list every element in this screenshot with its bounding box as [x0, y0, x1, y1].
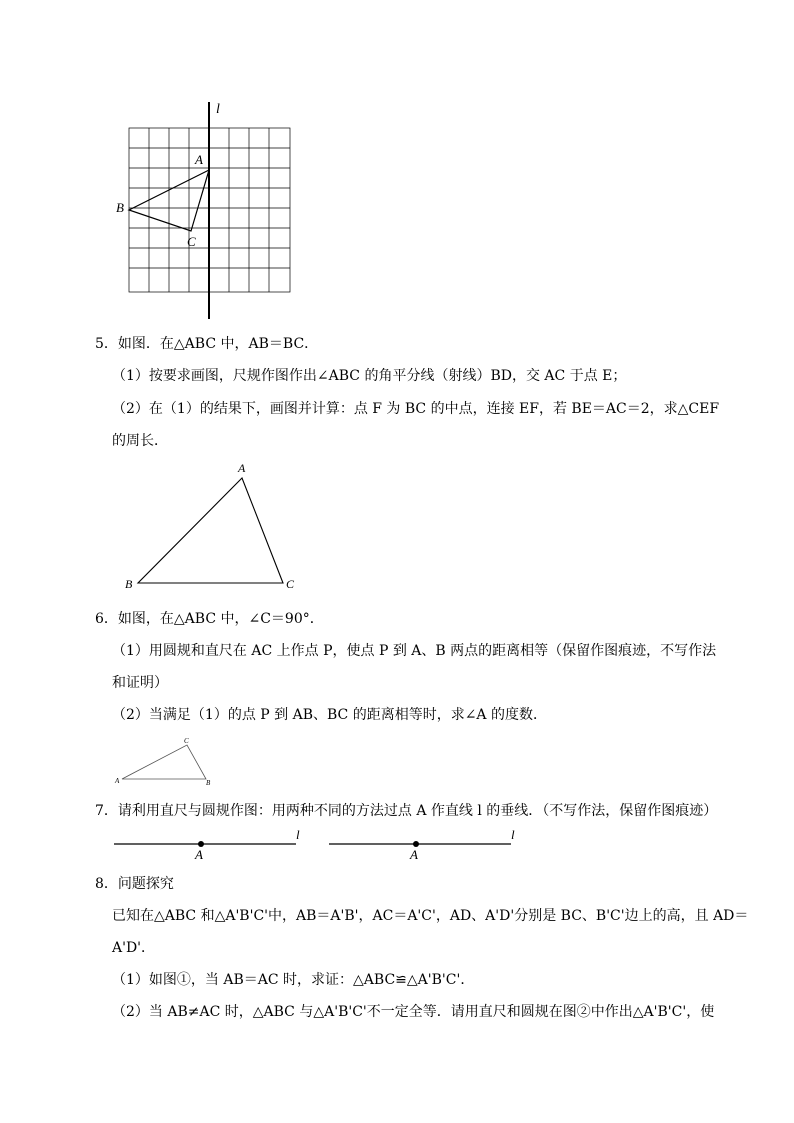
q6-triangle	[122, 745, 206, 779]
q5-label-c: C	[286, 577, 295, 591]
q7-point-label-2: A	[410, 847, 418, 862]
label-b: B	[116, 200, 124, 215]
q5-part2-line2: 的周长．	[112, 433, 168, 449]
q6-label-c: C	[184, 737, 189, 745]
q5-stem: 5．如图．在△ABC 中，AB＝BC．	[95, 336, 319, 352]
q8-part2: （2）当 AB≠AC 时，△ABC 与△A'B'C'不一定全等．请用直尺和圆规在图②中作出△A'B'C'，使	[112, 1004, 715, 1020]
q8-title: 8．问题探究	[95, 876, 174, 892]
q8-part1: （1）如图①，当 AB＝AC 时，求证：△ABC≌△A'B'C'．	[112, 972, 475, 988]
q6-stem: 6．如图，在△ABC 中，∠C＝90°．	[95, 611, 324, 627]
q5-triangle-figure	[118, 458, 308, 598]
q7-point-label-1: A	[195, 847, 203, 862]
q6-triangle-figure	[112, 735, 222, 790]
grid-figure	[110, 98, 300, 323]
q7-stem: 7．请利用直尺与圆规作图：用两种不同的方法过点 A 作直线 l 的垂线．（不写作法，保留作图痕迹）	[95, 803, 718, 819]
q6-label-a: A	[115, 777, 120, 785]
q7-figure-1	[110, 826, 310, 866]
q7-figure-2	[325, 826, 525, 866]
q8-given-line1: 已知在△ABC 和△A'B'C'中，AB＝A'B'，AC＝A'C'，AD、A'D'分别是 BC、B'C'边上的高，且 AD＝	[112, 908, 749, 924]
q5-label-b: B	[125, 577, 133, 591]
q5-label-a: A	[238, 461, 246, 475]
q5-part1: （1）按要求画图，尺规作图作出∠ABC 的角平分线（射线）BD，交 AC 于点 E；	[112, 368, 627, 384]
q6-part1-line2: 和证明）	[112, 675, 168, 691]
label-a: A	[195, 152, 203, 167]
q7-line-label-2: l	[511, 827, 515, 842]
q8-given-line2: A'D'．	[112, 940, 156, 956]
axis-label-l: l	[216, 102, 220, 117]
q5-part2-line1: （2）在（1）的结果下，画图并计算：点 F 为 BC 的中点，连接 EF，若 BE＝AC＝2，求△CEF	[112, 401, 720, 417]
q6-part2: （2）当满足（1）的点 P 到 AB、BC 的距离相等时，求∠A 的度数．	[112, 707, 547, 723]
q7-line-label-1: l	[296, 827, 300, 842]
label-c: C	[187, 234, 196, 249]
q5-triangle	[138, 478, 283, 583]
q6-part1-line1: （1）用圆规和直尺在 AC 上作点 P，使点 P 到 A、B 两点的距离相等（保留作图痕迹，不写作法	[112, 643, 717, 659]
q6-label-b: B	[206, 779, 211, 787]
